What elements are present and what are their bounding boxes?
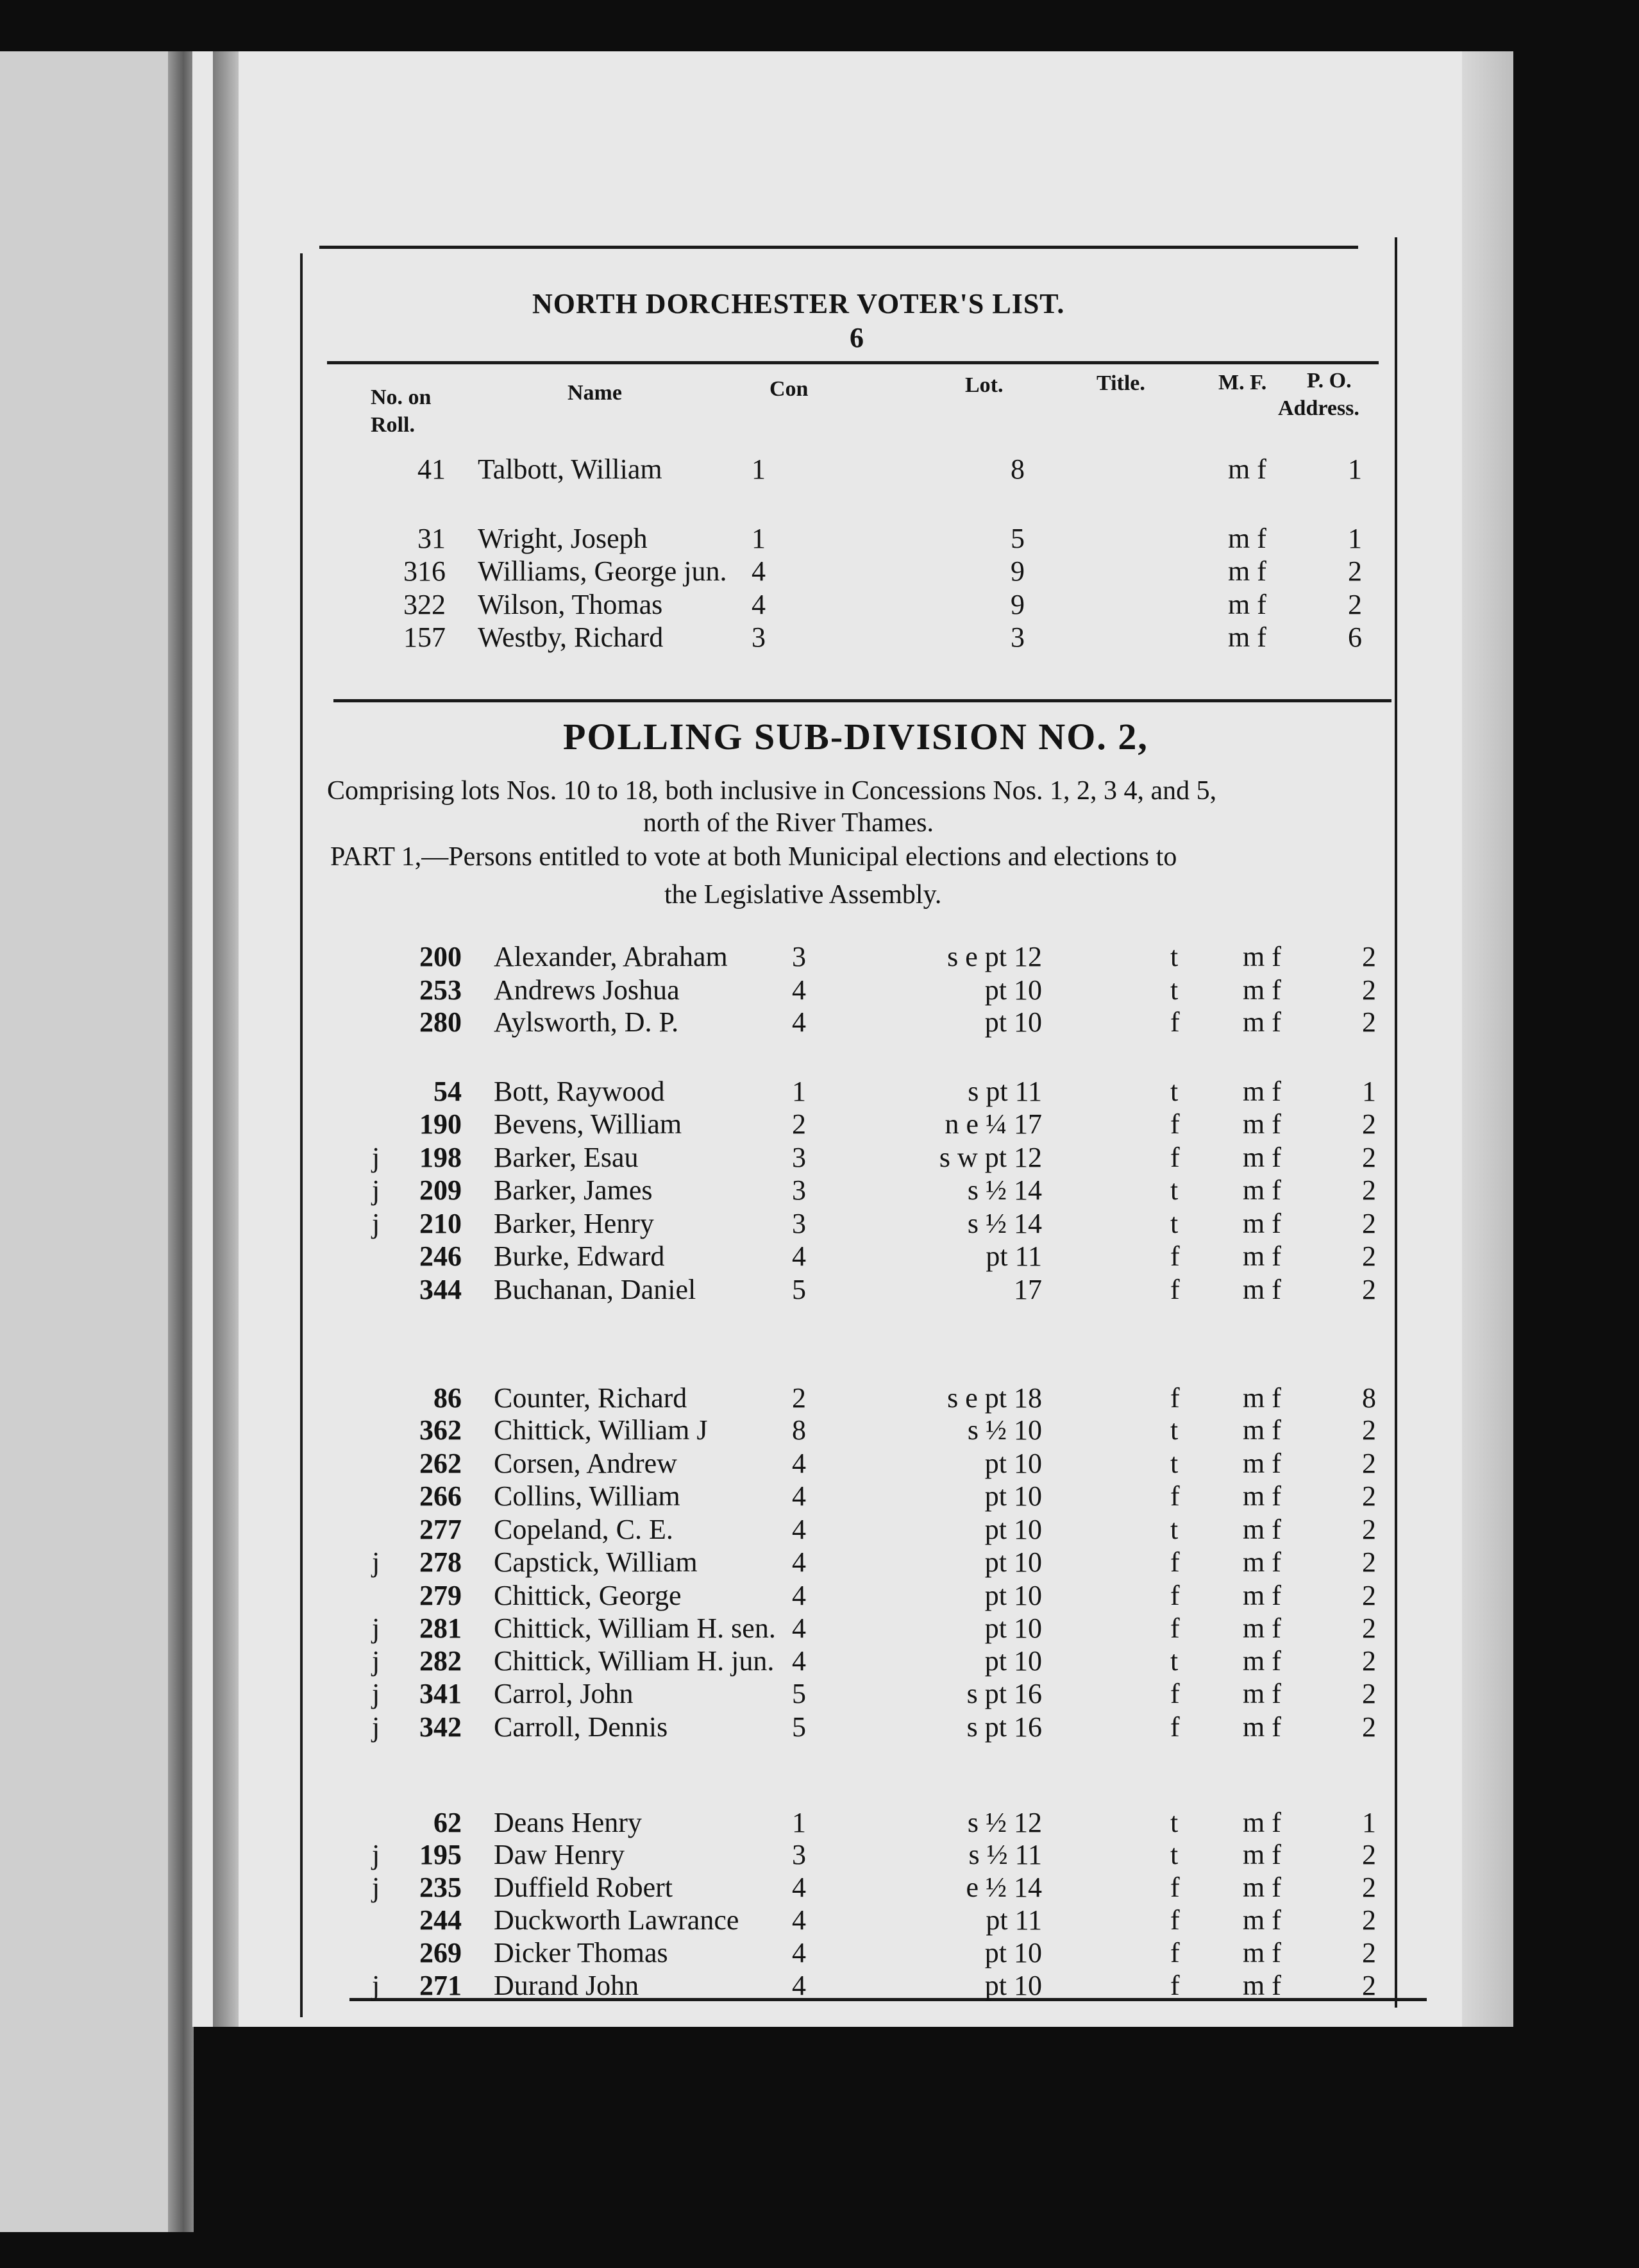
cell-po: 2 xyxy=(1362,1546,1376,1578)
cell-name: Bevens, William xyxy=(494,1108,682,1140)
cell-name: Barker, Esau xyxy=(494,1142,639,1173)
cell-po: 2 xyxy=(1362,974,1376,1006)
cell-mf: m f xyxy=(1228,523,1266,554)
cell-mf: m f xyxy=(1243,1174,1281,1206)
cell-mf: m f xyxy=(1243,1240,1281,1272)
cell-mark: j xyxy=(372,1645,380,1677)
cell-mf: m f xyxy=(1243,941,1281,972)
cell-title: t xyxy=(1170,1414,1179,1446)
cell-mf: m f xyxy=(1228,555,1266,587)
cell-lot: 17 xyxy=(1014,1274,1042,1305)
cell-mf: m f xyxy=(1243,1937,1281,1968)
cell-lot: 3 xyxy=(1011,622,1025,653)
cell-con: 4 xyxy=(792,1240,806,1272)
cell-roll: 86 xyxy=(433,1382,462,1414)
cell-lot: s ½ 11 xyxy=(968,1839,1042,1870)
col-header-roll: No. on xyxy=(371,385,432,409)
cell-mf: m f xyxy=(1243,1208,1281,1239)
col-header-name: Name xyxy=(567,381,622,405)
cell-roll: 277 xyxy=(419,1514,462,1545)
section-title: POLLING SUB-DIVISION NO. 2, xyxy=(563,716,1148,757)
cell-roll: 54 xyxy=(433,1076,462,1107)
cell-name: Duffield Robert xyxy=(494,1872,673,1903)
cell-lot: s ½ 12 xyxy=(967,1807,1042,1838)
cell-lot: pt 10 xyxy=(984,1970,1042,2001)
cell-po: 2 xyxy=(1348,589,1362,620)
cell-name: Bott, Raywood xyxy=(494,1076,665,1107)
header-rule xyxy=(327,361,1379,364)
cell-lot: pt 10 xyxy=(984,1546,1042,1578)
cell-title: t xyxy=(1170,974,1179,1006)
page-right-edge xyxy=(1462,51,1513,2027)
col-header-po-2: Address. xyxy=(1278,396,1359,420)
cell-po: 2 xyxy=(1362,1240,1376,1272)
page-number: 6 xyxy=(850,322,864,353)
cell-con: 4 xyxy=(792,1448,806,1479)
cell-title: t xyxy=(1170,1645,1179,1677)
cell-con: 2 xyxy=(792,1108,806,1140)
section-top-rule xyxy=(333,699,1391,702)
cell-mf: m f xyxy=(1243,974,1281,1006)
cell-lot: s w pt 12 xyxy=(939,1142,1042,1173)
cell-name: Williams, George jun. xyxy=(478,555,727,587)
cell-roll: 41 xyxy=(417,453,446,485)
cell-roll: 282 xyxy=(419,1645,462,1677)
cell-po: 2 xyxy=(1362,1711,1376,1743)
cell-title: f xyxy=(1170,1678,1180,1709)
cell-po: 1 xyxy=(1362,1807,1376,1838)
cell-mf: m f xyxy=(1243,1711,1281,1743)
cell-mark: j xyxy=(372,1208,380,1239)
cell-con: 1 xyxy=(792,1807,806,1838)
cell-title: f xyxy=(1170,1872,1180,1903)
cell-roll: 209 xyxy=(419,1174,462,1206)
cell-con: 5 xyxy=(792,1274,806,1305)
cell-mf: m f xyxy=(1243,1414,1281,1446)
cell-title: f xyxy=(1170,1006,1180,1038)
cell-con: 3 xyxy=(752,622,766,653)
cell-po: 2 xyxy=(1362,1274,1376,1305)
col-header-mf: M. F. xyxy=(1218,371,1267,394)
cell-name: Chittick, William H. jun. xyxy=(494,1645,775,1677)
cell-con: 8 xyxy=(792,1414,806,1446)
cell-roll: 157 xyxy=(403,622,446,653)
cell-name: Corsen, Andrew xyxy=(494,1448,677,1479)
cell-roll: 280 xyxy=(419,1006,462,1038)
cell-con: 5 xyxy=(792,1678,806,1709)
cell-title: t xyxy=(1170,941,1179,972)
cell-name: Talbott, William xyxy=(478,453,662,485)
cell-name: Westby, Richard xyxy=(478,622,664,653)
cell-lot: s e pt 12 xyxy=(947,941,1042,972)
cell-name: Duckworth Lawrance xyxy=(494,1904,739,1936)
cell-po: 2 xyxy=(1362,1108,1376,1140)
cell-roll: 262 xyxy=(419,1448,462,1479)
col-header-roll-2: Roll. xyxy=(371,413,415,437)
cell-po: 2 xyxy=(1362,1480,1376,1512)
cell-con: 3 xyxy=(792,941,806,972)
cell-title: f xyxy=(1170,1711,1180,1743)
cell-title: t xyxy=(1170,1807,1179,1838)
cell-po: 2 xyxy=(1362,1872,1376,1903)
cell-name: Burke, Edward xyxy=(494,1240,665,1272)
cell-po: 2 xyxy=(1362,1448,1376,1479)
cell-title: f xyxy=(1170,1580,1180,1611)
frame-right-line xyxy=(1395,237,1397,2008)
cell-name: Chittick, William J xyxy=(494,1414,708,1446)
cell-name: Chittick, William H. sen. xyxy=(494,1612,776,1644)
cell-con: 3 xyxy=(792,1142,806,1173)
cell-lot: e ½ 14 xyxy=(966,1872,1042,1903)
cell-name: Carroll, Dennis xyxy=(494,1711,668,1743)
col-header-title: Title. xyxy=(1097,371,1145,395)
cell-con: 4 xyxy=(792,1480,806,1512)
cell-title: f xyxy=(1170,1108,1180,1140)
cell-title: f xyxy=(1170,1546,1180,1578)
cell-mf: m f xyxy=(1243,1006,1281,1038)
cell-title: f xyxy=(1170,1612,1180,1644)
cell-con: 4 xyxy=(792,1514,806,1545)
cell-roll: 322 xyxy=(403,589,446,620)
cell-mf: m f xyxy=(1243,1382,1281,1414)
cell-mark: j xyxy=(372,1142,380,1173)
section-description-line-2: north of the River Thames. xyxy=(643,808,934,838)
cell-name: Durand John xyxy=(494,1970,639,2001)
cell-lot: pt 10 xyxy=(984,1937,1042,1968)
cell-mf: m f xyxy=(1228,589,1266,620)
cell-roll: 235 xyxy=(419,1872,462,1903)
cell-name: Deans Henry xyxy=(494,1807,642,1838)
cell-po: 1 xyxy=(1362,1076,1376,1107)
cell-title: f xyxy=(1170,1274,1180,1305)
cell-roll: 266 xyxy=(419,1480,462,1512)
cell-roll: 279 xyxy=(419,1580,462,1611)
cell-name: Barker, Henry xyxy=(494,1208,654,1239)
part-heading-line-1: PART 1,—Persons entitled to vote at both Municipal elections and elections to xyxy=(330,842,1177,872)
cell-po: 2 xyxy=(1362,1514,1376,1545)
cell-name: Alexander, Abraham xyxy=(494,941,728,972)
cell-po: 2 xyxy=(1362,941,1376,972)
cell-name: Dicker Thomas xyxy=(494,1937,668,1968)
section-description-line-1: Comprising lots Nos. 10 to 18, both inclusive in Concessions Nos. 1, 2, 3 4, and 5, xyxy=(327,776,1217,806)
cell-mf: m f xyxy=(1243,1580,1281,1611)
cell-con: 4 xyxy=(792,1645,806,1677)
cell-mark: j xyxy=(372,1839,380,1870)
cell-roll: 341 xyxy=(419,1678,462,1709)
cell-con: 4 xyxy=(752,555,766,587)
cell-name: Buchanan, Daniel xyxy=(494,1274,696,1305)
cell-title: t xyxy=(1170,1839,1179,1870)
cell-name: Chittick, George xyxy=(494,1580,682,1611)
cell-mf: m f xyxy=(1243,1274,1281,1305)
cell-roll: 244 xyxy=(419,1904,462,1936)
cell-roll: 210 xyxy=(419,1208,462,1239)
cell-po: 1 xyxy=(1348,453,1362,485)
cell-roll: 246 xyxy=(419,1240,462,1272)
cell-po: 8 xyxy=(1362,1382,1376,1414)
cell-con: 4 xyxy=(792,1937,806,1968)
cell-mf: m f xyxy=(1228,453,1266,485)
cell-title: f xyxy=(1170,1480,1180,1512)
cell-lot: 9 xyxy=(1011,555,1025,587)
cell-con: 4 xyxy=(792,1612,806,1644)
cell-mf: m f xyxy=(1243,1807,1281,1838)
cell-mark: j xyxy=(372,1970,380,2001)
cell-lot: pt 10 xyxy=(984,1514,1042,1545)
cell-title: f xyxy=(1170,1904,1180,1936)
cell-po: 2 xyxy=(1362,1142,1376,1173)
cell-mf: m f xyxy=(1243,1872,1281,1903)
cell-name: Collins, William xyxy=(494,1480,680,1512)
cell-lot: pt 10 xyxy=(984,974,1042,1006)
cell-lot: s ½ 14 xyxy=(967,1208,1042,1239)
cell-po: 2 xyxy=(1362,1970,1376,2001)
cell-lot: s ½ 14 xyxy=(967,1174,1042,1206)
cell-name: Barker, James xyxy=(494,1174,653,1206)
cell-po: 2 xyxy=(1362,1839,1376,1870)
cell-name: Capstick, William xyxy=(494,1546,698,1578)
cell-con: 2 xyxy=(792,1382,806,1414)
cell-roll: 31 xyxy=(417,523,446,554)
cell-po: 2 xyxy=(1362,1612,1376,1644)
cell-roll: 195 xyxy=(419,1839,462,1870)
cell-con: 5 xyxy=(792,1711,806,1743)
cell-lot: s e pt 18 xyxy=(947,1382,1042,1414)
cell-title: t xyxy=(1170,1448,1179,1479)
cell-title: f xyxy=(1170,1142,1180,1173)
cell-con: 4 xyxy=(752,589,766,620)
cell-roll: 362 xyxy=(419,1414,462,1446)
cell-name: Andrews Joshua xyxy=(494,974,680,1006)
page-spine-shadow xyxy=(213,51,239,2027)
cell-roll: 200 xyxy=(419,941,462,972)
cell-mf: m f xyxy=(1243,1480,1281,1512)
cell-po: 2 xyxy=(1362,1208,1376,1239)
cell-po: 2 xyxy=(1362,1645,1376,1677)
cell-lot: pt 10 xyxy=(984,1006,1042,1038)
cell-po: 6 xyxy=(1348,622,1362,653)
cell-name: Daw Henry xyxy=(494,1839,625,1870)
cell-title: t xyxy=(1170,1514,1179,1545)
cell-lot: pt 10 xyxy=(984,1612,1042,1644)
cell-con: 3 xyxy=(792,1174,806,1206)
cell-roll: 62 xyxy=(433,1807,462,1838)
cell-po: 1 xyxy=(1348,523,1362,554)
cell-mark: j xyxy=(372,1872,380,1903)
cell-roll: 281 xyxy=(419,1612,462,1644)
cell-mf: m f xyxy=(1243,1678,1281,1709)
cell-mark: j xyxy=(372,1174,380,1206)
cell-lot: s pt 16 xyxy=(966,1678,1042,1709)
col-header-po: P. O. xyxy=(1307,369,1352,393)
cell-roll: 269 xyxy=(419,1937,462,1968)
cell-con: 4 xyxy=(792,1970,806,2001)
col-header-con: Con xyxy=(769,377,809,401)
cell-con: 4 xyxy=(792,1580,806,1611)
cell-roll: 342 xyxy=(419,1711,462,1743)
cell-roll: 253 xyxy=(419,974,462,1006)
cell-mark: j xyxy=(372,1546,380,1578)
cell-lot: 5 xyxy=(1011,523,1025,554)
cell-title: f xyxy=(1170,1382,1180,1414)
cell-lot: pt 10 xyxy=(984,1480,1042,1512)
cell-mf: m f xyxy=(1243,1076,1281,1107)
cell-lot: pt 11 xyxy=(986,1240,1042,1272)
cell-con: 4 xyxy=(792,1006,806,1038)
cell-name: Carrol, John xyxy=(494,1678,634,1709)
cell-con: 3 xyxy=(792,1208,806,1239)
cell-roll: 344 xyxy=(419,1274,462,1305)
cell-con: 4 xyxy=(792,1872,806,1903)
cell-lot: s pt 16 xyxy=(966,1711,1042,1743)
frame-left-line xyxy=(300,253,303,2017)
cell-con: 4 xyxy=(792,974,806,1006)
cell-name: Wright, Joseph xyxy=(478,523,648,554)
cell-title: f xyxy=(1170,1970,1180,2001)
cell-po: 2 xyxy=(1362,1414,1376,1446)
cell-mark: j xyxy=(372,1711,380,1743)
cell-mark: j xyxy=(372,1612,380,1644)
cell-po: 2 xyxy=(1362,1006,1376,1038)
cell-con: 1 xyxy=(752,453,766,485)
left-page xyxy=(0,51,192,2232)
cell-name: Copeland, C. E. xyxy=(494,1514,673,1545)
cell-con: 1 xyxy=(752,523,766,554)
cell-title: f xyxy=(1170,1937,1180,1968)
cell-mf: m f xyxy=(1228,622,1266,653)
cell-name: Aylsworth, D. P. xyxy=(494,1006,679,1038)
cell-title: t xyxy=(1170,1174,1179,1206)
cell-lot: s pt 11 xyxy=(968,1076,1042,1107)
cell-po: 2 xyxy=(1362,1174,1376,1206)
cell-po: 2 xyxy=(1362,1678,1376,1709)
cell-con: 3 xyxy=(792,1839,806,1870)
cell-name: Counter, Richard xyxy=(494,1382,687,1414)
cell-roll: 198 xyxy=(419,1142,462,1173)
cell-roll: 278 xyxy=(419,1546,462,1578)
cell-po: 2 xyxy=(1362,1580,1376,1611)
cell-mf: m f xyxy=(1243,1448,1281,1479)
cell-lot: s ½ 10 xyxy=(967,1414,1042,1446)
part-heading-line-2: the Legislative Assembly. xyxy=(664,880,942,910)
cell-name: Wilson, Thomas xyxy=(478,589,663,620)
cell-lot: 8 xyxy=(1011,453,1025,485)
cell-po: 2 xyxy=(1362,1904,1376,1936)
cell-mf: m f xyxy=(1243,1904,1281,1936)
cell-lot: 9 xyxy=(1011,589,1025,620)
cell-title: t xyxy=(1170,1208,1179,1239)
title-top-rule xyxy=(319,246,1358,249)
cell-lot: pt 10 xyxy=(984,1645,1042,1677)
cell-con: 1 xyxy=(792,1076,806,1107)
cell-mf: m f xyxy=(1243,1645,1281,1677)
page-title: NORTH DORCHESTER VOTER'S LIST. xyxy=(532,288,1065,319)
cell-lot: pt 10 xyxy=(984,1580,1042,1611)
cell-lot: n e ¼ 17 xyxy=(945,1108,1042,1140)
col-header-lot: Lot. xyxy=(965,373,1004,397)
cell-roll: 190 xyxy=(419,1108,462,1140)
cell-mf: m f xyxy=(1243,1970,1281,2001)
cell-mf: m f xyxy=(1243,1612,1281,1644)
cell-mf: m f xyxy=(1243,1108,1281,1140)
cell-mf: m f xyxy=(1243,1839,1281,1870)
cell-lot: pt 10 xyxy=(984,1448,1042,1479)
cell-po: 2 xyxy=(1362,1937,1376,1968)
cell-mf: m f xyxy=(1243,1546,1281,1578)
cell-mf: m f xyxy=(1243,1514,1281,1545)
cell-roll: 271 xyxy=(419,1970,462,2001)
cell-con: 4 xyxy=(792,1904,806,1936)
cell-mark: j xyxy=(372,1678,380,1709)
cell-title: t xyxy=(1170,1076,1179,1107)
cell-con: 4 xyxy=(792,1546,806,1578)
cell-mf: m f xyxy=(1243,1142,1281,1173)
cell-po: 2 xyxy=(1348,555,1362,587)
cell-roll: 316 xyxy=(403,555,446,587)
cell-title: f xyxy=(1170,1240,1180,1272)
book-fold xyxy=(168,51,194,2232)
cell-lot: pt 11 xyxy=(986,1904,1042,1936)
